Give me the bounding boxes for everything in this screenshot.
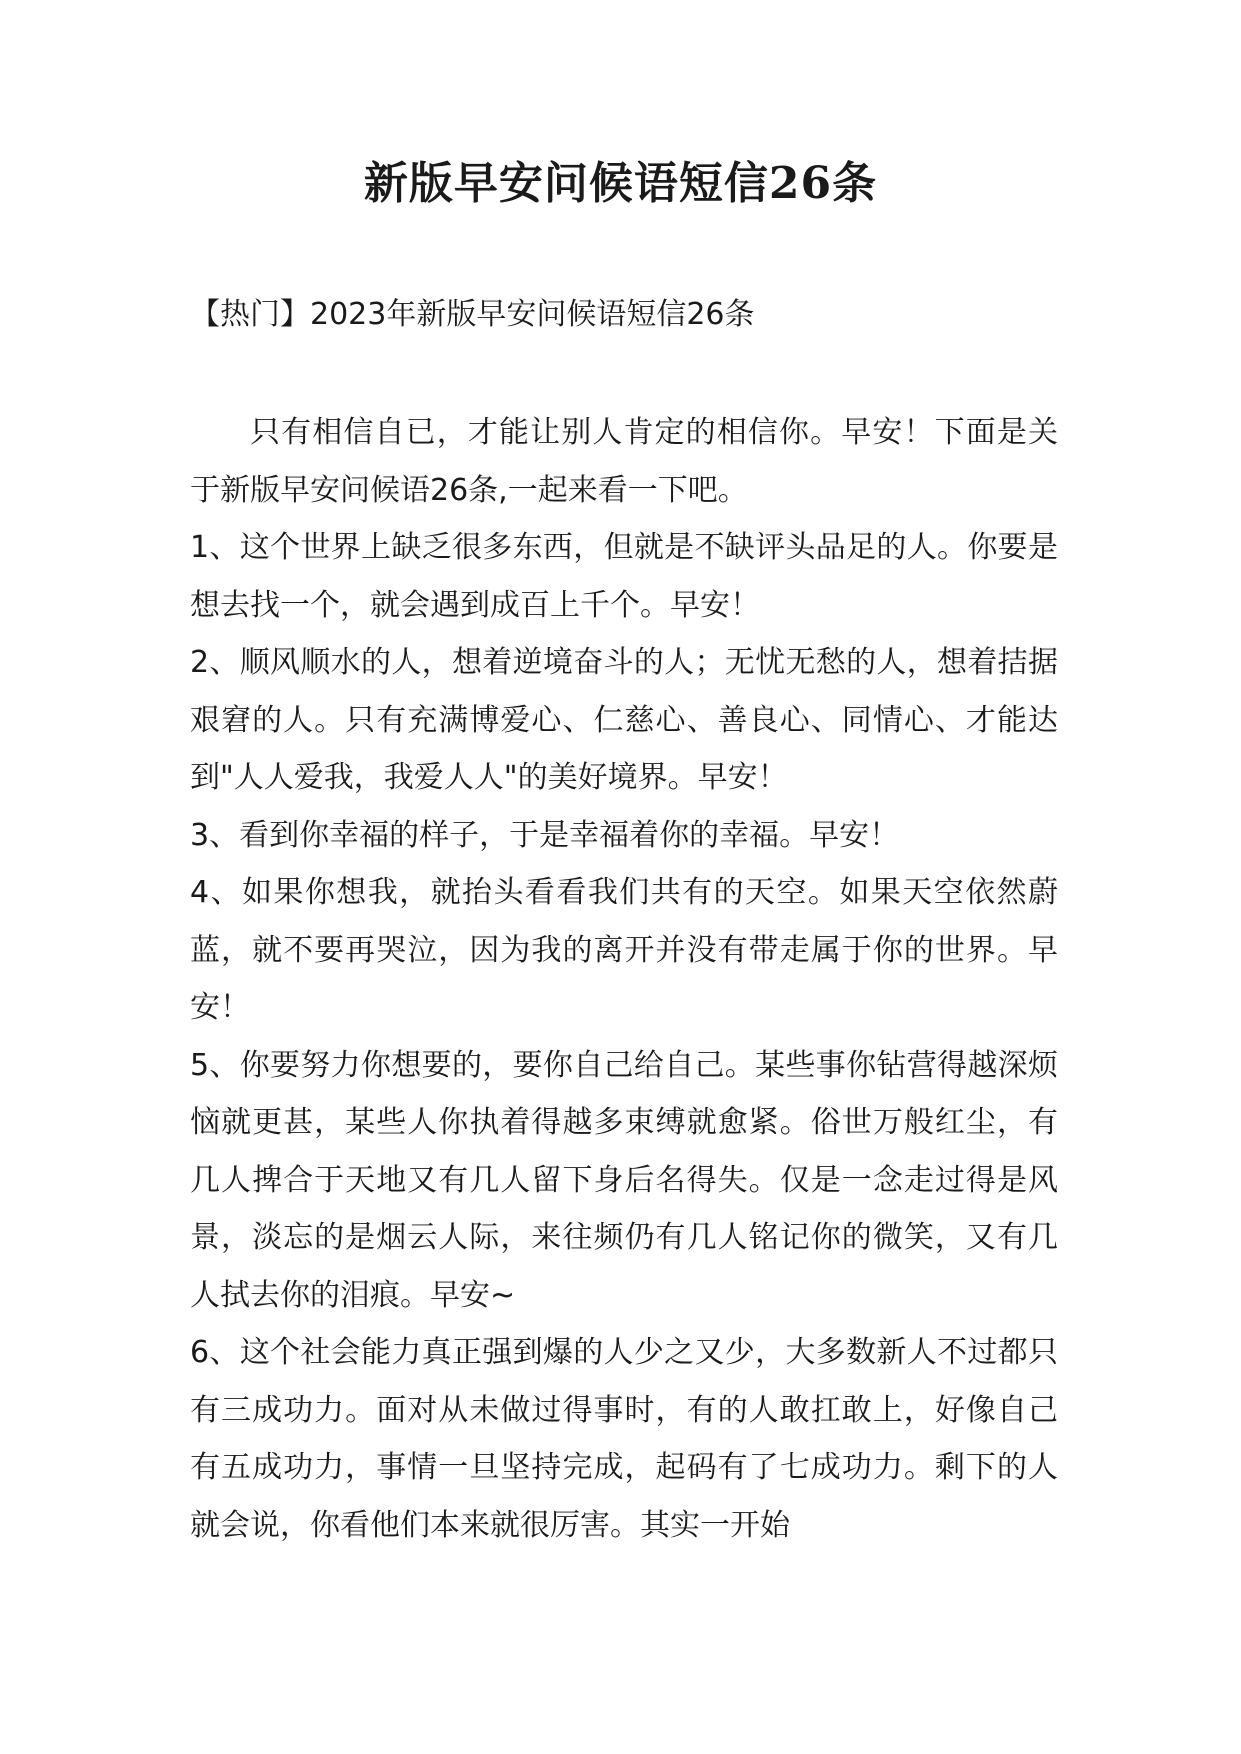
- greeting-item: 2、顺风顺水的人，想着逆境奋斗的人；无忧无愁的人，想着拮据艰窘的人。只有充满博爱心、仁慈心、善良心、同情心、才能达到"人人爱我，我爱人人"的美好境界。早安！: [190, 645, 1058, 795]
- document-title: 新版早安问候语短信26条: [363, 158, 878, 209]
- document-body: [190, 404, 1058, 1554]
- greeting-item: 5、你要努力你想要的，要你自己给自己。某些事你钻营得越深烦恼就更甚，某些人你执着得越多束缚就愈紧。俗世万般红尘，有几人捭合于天地又有几人留下身后名得失。仅是一念走过得是风景，淡忘的是烟云人际，来往频仍有几人铭记你的微笑，又有几人拭去你的泪痕。早安~: [190, 1047, 1058, 1313]
- greeting-item: 1、这个世界上缺乏很多东西，但就是不缺评头品足的人。你要是想去找一个，就会遇到成百上千个。早安！: [190, 530, 1058, 623]
- greeting-item: 4、如果你想我，就抬头看看我们共有的天空。如果天空依然蔚蓝，就不要再哭泣，因为我的离开并没有带走属于你的世界。早安！: [190, 875, 1058, 1025]
- greeting-item: 3、看到你幸福的样子，于是幸福着你的幸福。早安！: [190, 817, 900, 853]
- document-subtitle: 【热门】2023年新版早安问候语短信26条: [190, 297, 755, 332]
- greeting-item: 6、这个社会能力真正强到爆的人少之又少，大多数新人不过都只有三成功力。面对从未做过得事时，有的人敢扛敢上，好像自己有五成功力，事情一旦坚持完成，起码有了七成功力。剩下的人就会说，你看他们本来就很厉害。其实一开始: [190, 1335, 1058, 1543]
- intro-paragraph: 只有相信自已，才能让别人肯定的相信你。早安！下面是关于新版早安问候语26条,一起来看一下吧。: [190, 415, 1058, 508]
